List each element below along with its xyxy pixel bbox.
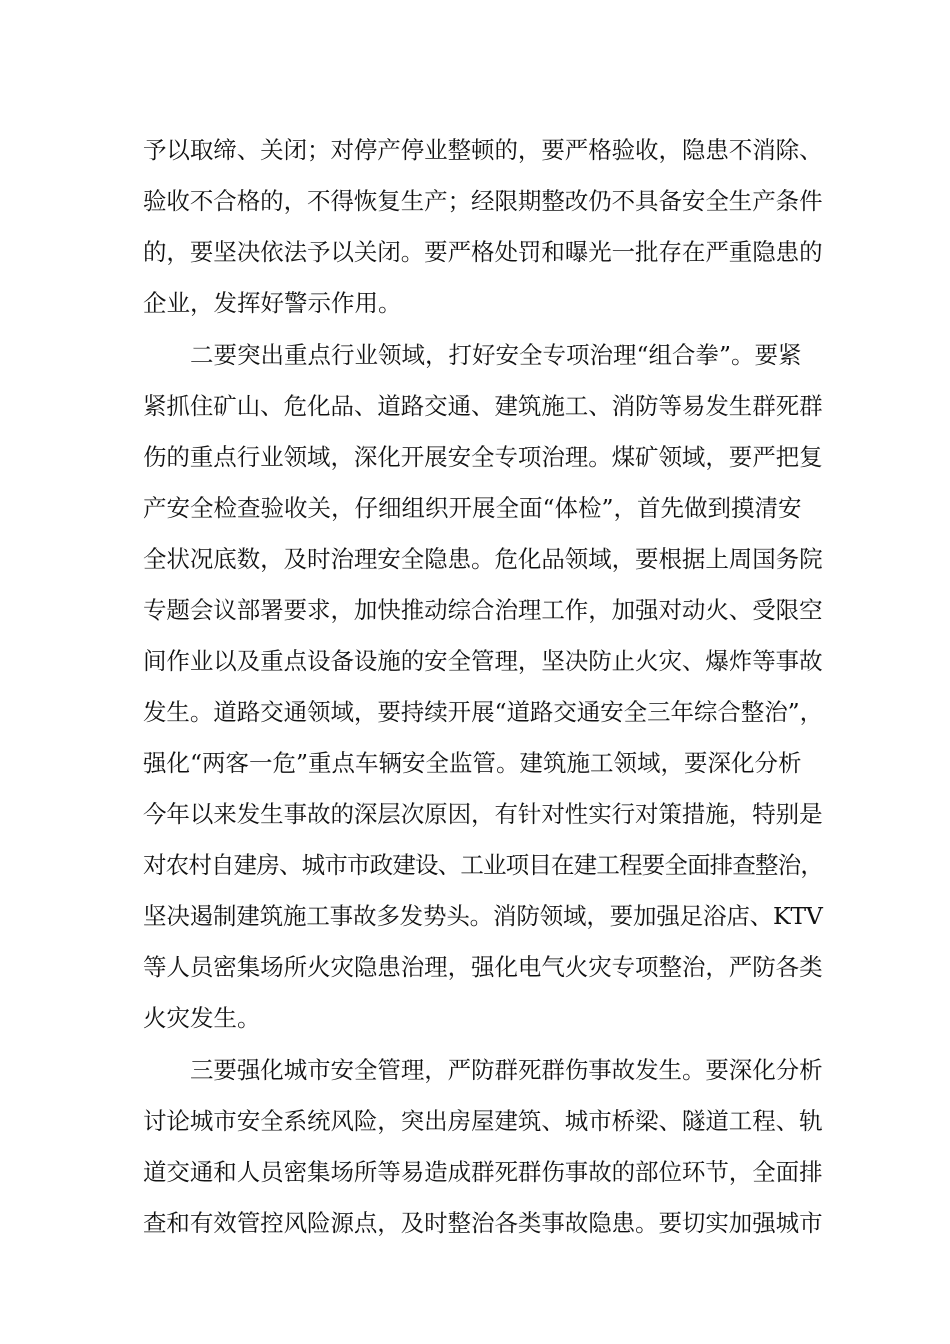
text-line: 强化“两客一危”重点车辆安全监管。建筑施工领域，要深化分析 bbox=[143, 749, 802, 777]
text-line: 产安全检查验收关，仔细组织开展全面“体检”，首先做到摸清安 bbox=[143, 494, 802, 522]
text-line: 企业，发挥好警示作用。 bbox=[143, 289, 402, 317]
text-line: 的，要坚决依法予以关闭。要严格处罚和曝光一批存在严重隐患的 bbox=[143, 238, 823, 266]
text-line: 三要强化城市安全管理，严防群死群伤事故发生。要深化分析 bbox=[190, 1056, 823, 1084]
text-line: 对农村自建房、城市市政建设、工业项目在建工程要全面排查整治， bbox=[143, 851, 823, 879]
text-line: 全状况底数，及时治理安全隐患。危化品领域，要根据上周国务院 bbox=[143, 545, 823, 573]
text-line: 予以取缔、关闭；对停产停业整顿的，要严格验收，隐患不消除、 bbox=[143, 136, 823, 164]
text-line: 坚决遏制建筑施工事故多发势头。消防领域，要加强足浴店、KTV bbox=[143, 902, 823, 930]
text-line: 验收不合格的，不得恢复生产；经限期整改仍不具备安全生产条件 bbox=[143, 187, 823, 215]
text-line: 讨论城市安全系统风险，突出房屋建筑、城市桥梁、隧道工程、轨 bbox=[143, 1107, 823, 1135]
text-line: 今年以来发生事故的深层次原因，有针对性实行对策措施，特别是 bbox=[143, 800, 823, 828]
text-line: 查和有效管控风险源点，及时整治各类事故隐患。要切实加强城市 bbox=[143, 1209, 823, 1237]
text-line: 等人员密集场所火灾隐患治理，强化电气火灾专项整治，严防各类 bbox=[143, 953, 823, 981]
text-line: 道交通和人员密集场所等易造成群死群伤事故的部位环节，全面排 bbox=[143, 1158, 823, 1186]
text-line: 间作业以及重点设备设施的安全管理，坚决防止火灾、爆炸等事故 bbox=[143, 647, 823, 675]
text-line: 发生。道路交通领域，要持续开展“道路交通安全三年综合整治”， bbox=[143, 698, 824, 726]
text-line: 紧抓住矿山、危化品、道路交通、建筑施工、消防等易发生群死群 bbox=[143, 392, 823, 420]
text-line: 专题会议部署要求，加快推动综合治理工作，加强对动火、受限空 bbox=[143, 596, 823, 624]
text-line: 火灾发生。 bbox=[143, 1004, 261, 1032]
text-line: 伤的重点行业领域，深化开展安全专项治理。煤矿领域，要严把复 bbox=[143, 443, 823, 471]
text-line: 二要突出重点行业领域，打好安全专项治理“组合拳”。要紧 bbox=[190, 341, 802, 369]
